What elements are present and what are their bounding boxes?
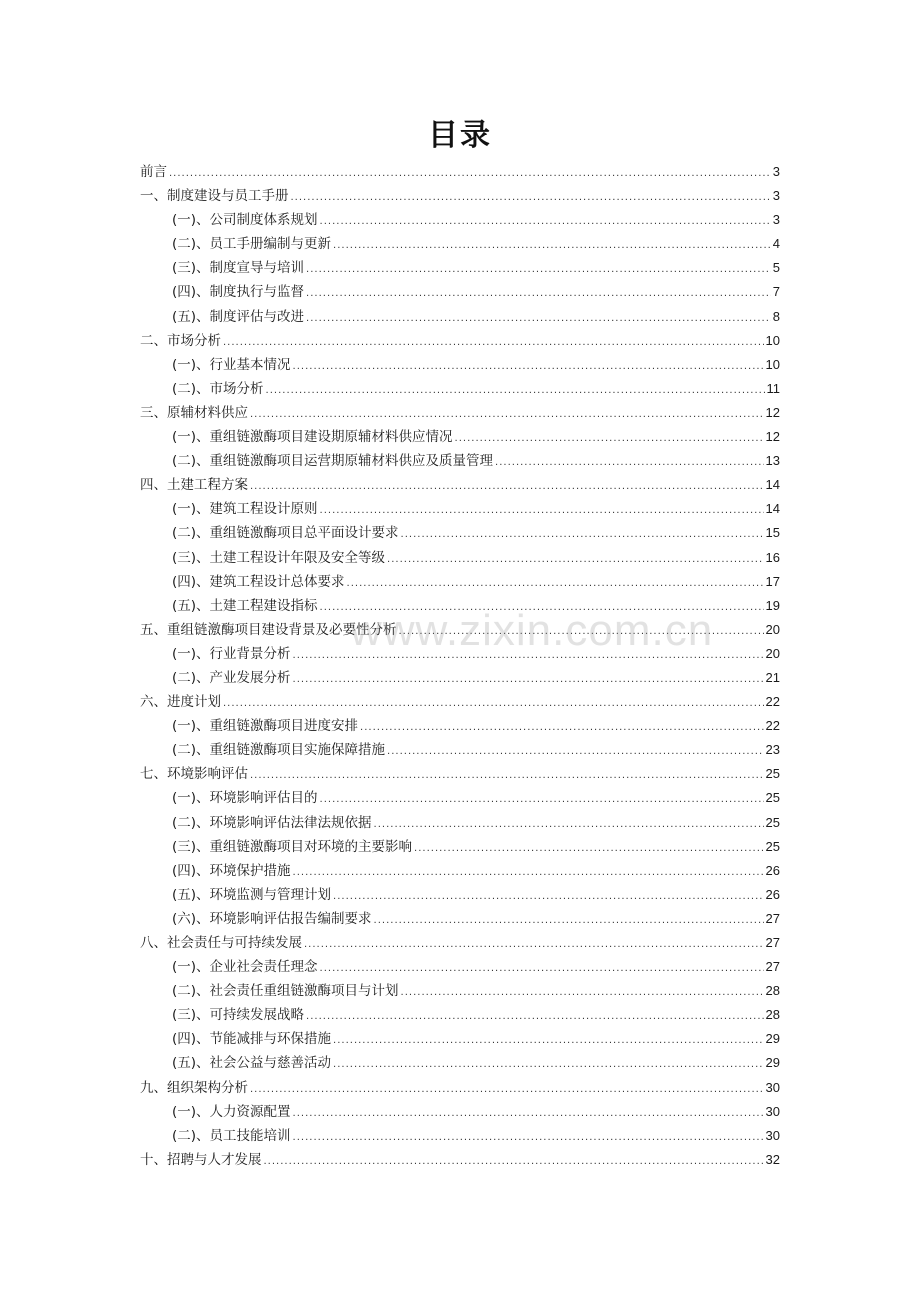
toc-entry-label: (二)、重组链激酶项目总平面设计要求	[172, 525, 399, 542]
toc-entry[interactable]	[140, 955, 780, 979]
toc-entry-label: (三)、土建工程设计年限及安全等级	[172, 549, 386, 566]
toc-entry[interactable]	[140, 232, 780, 256]
toc-entry-label: 二、市场分析	[140, 332, 221, 349]
toc-dot-leader	[360, 716, 763, 740]
toc-entry[interactable]	[140, 1051, 780, 1075]
toc-dot-leader	[320, 596, 764, 620]
toc-dot-leader	[414, 837, 763, 861]
toc-entry-page-number: 14	[765, 477, 780, 493]
toc-entry[interactable]	[140, 642, 780, 666]
toc-entry[interactable]	[140, 546, 780, 570]
toc-entry[interactable]	[140, 859, 780, 883]
toc-entry-label: (三)、重组链激酶项目对环境的主要影响	[172, 838, 413, 855]
toc-entry-label: (六)、环境影响评估报告编制要求	[172, 910, 372, 927]
toc-entry-page-number: 17	[765, 573, 780, 589]
toc-entry-label: (一)、建筑工程设计原则	[172, 501, 318, 518]
toc-entry-label: (四)、建筑工程设计总体要求	[172, 573, 345, 590]
toc-entry[interactable]	[140, 714, 780, 738]
toc-entry[interactable]	[140, 979, 780, 1003]
toc-entry[interactable]	[140, 786, 780, 810]
toc-dot-leader	[291, 186, 771, 210]
toc-entry-label: 八、社会责任与可持续发展	[140, 935, 302, 951]
toc-entry[interactable]	[140, 690, 780, 714]
toc-dot-leader	[266, 379, 765, 403]
toc-entry-label: 九、组织架构分析	[140, 1079, 248, 1096]
toc-entry-page-number: 11	[766, 380, 780, 396]
toc-entry[interactable]	[140, 425, 780, 449]
toc-entry-label: (五)、制度评估与改进	[172, 308, 305, 325]
toc-dot-leader	[306, 1005, 763, 1029]
toc-entry-label: (一)、人力资源配置	[172, 1103, 291, 1120]
toc-entry-page-number: 20	[765, 645, 780, 661]
toc-entry[interactable]	[140, 353, 780, 377]
toc-entry-page-number: 27	[765, 935, 780, 950]
toc-dot-leader	[293, 668, 764, 692]
toc-dot-leader	[333, 1029, 763, 1053]
toc-entry[interactable]	[140, 1100, 780, 1124]
toc-entry-page-number: 30	[765, 1127, 780, 1143]
toc-entry-label: (一)、重组链激酶项目进度安排	[172, 718, 359, 735]
toc-entry-label: 四、土建工程方案	[140, 477, 248, 494]
toc-entry-label: (三)、可持续发展战略	[172, 1007, 305, 1024]
toc-entry-page-number: 3	[772, 188, 780, 204]
toc-dot-leader	[306, 307, 771, 331]
toc-entry[interactable]	[140, 594, 780, 618]
toc-entry-label: (二)、社会责任重组链激酶项目与计划	[172, 983, 399, 1000]
toc-dot-leader	[347, 572, 764, 596]
toc-dot-leader	[169, 162, 771, 186]
toc-entry-page-number: 25	[765, 814, 780, 830]
toc-dot-leader	[320, 957, 764, 981]
toc-entry[interactable]	[140, 497, 780, 521]
toc-dot-leader	[293, 644, 764, 668]
toc-dot-leader	[264, 1150, 764, 1174]
toc-entry-label: (一)、环境影响评估目的	[172, 790, 318, 807]
toc-entry[interactable]	[140, 329, 780, 353]
toc-entry-page-number: 22	[765, 718, 780, 734]
toc-dot-leader	[306, 258, 771, 282]
toc-entry-label: 七、环境影响评估	[140, 766, 248, 783]
toc-dot-leader	[250, 403, 764, 427]
toc-dot-leader	[333, 234, 771, 258]
toc-entry-label: (二)、重组链激酶项目实施保障措施	[172, 742, 386, 759]
toc-entry[interactable]	[140, 762, 780, 786]
toc-entry-page-number: 16	[765, 549, 780, 565]
toc-entry[interactable]	[140, 1027, 780, 1051]
toc-dot-leader	[374, 909, 764, 933]
toc-dot-leader	[293, 1102, 764, 1126]
toc-entry-label: 一、制度建设与员工手册	[140, 188, 289, 205]
toc-entry[interactable]	[140, 184, 780, 208]
table-of-contents	[140, 160, 780, 1172]
toc-entry-page-number: 5	[772, 260, 780, 276]
toc-entry[interactable]	[140, 618, 780, 642]
toc-entry-label: 五、重组链激酶项目建设背景及必要性分析	[140, 621, 397, 638]
toc-entry[interactable]	[140, 1003, 780, 1027]
toc-dot-leader	[293, 355, 764, 379]
toc-entry[interactable]	[140, 1148, 780, 1172]
toc-entry[interactable]	[140, 521, 780, 545]
toc-entry-page-number: 8	[772, 308, 780, 324]
toc-entry-page-number: 7	[772, 284, 780, 300]
toc-entry[interactable]	[140, 931, 780, 955]
toc-entry-label: (二)、员工技能培训	[172, 1127, 291, 1144]
toc-entry-page-number: 29	[765, 1055, 780, 1071]
toc-entry-label: (二)、重组链激酶项目运营期原辅材料供应及质量管理	[172, 453, 494, 470]
toc-entry[interactable]	[140, 907, 780, 931]
toc-entry-label: (一)、公司制度体系规划	[172, 212, 318, 229]
toc-dot-leader	[306, 282, 771, 306]
toc-entry-page-number: 29	[765, 1031, 780, 1047]
toc-entry[interactable]	[140, 835, 780, 859]
toc-entry-page-number: 28	[765, 1007, 780, 1023]
toc-entry-page-number: 32	[765, 1151, 780, 1167]
toc-title: 目录	[428, 118, 492, 153]
toc-entry[interactable]	[140, 305, 780, 329]
toc-entry-page-number: 3	[772, 212, 780, 228]
toc-entry[interactable]	[140, 377, 780, 401]
toc-dot-leader	[320, 788, 764, 812]
toc-entry-page-number: 14	[765, 501, 780, 517]
toc-entry-label: 前言	[140, 164, 167, 180]
toc-dot-leader	[223, 692, 764, 716]
toc-entry[interactable]	[140, 666, 780, 690]
toc-entry[interactable]	[140, 401, 780, 425]
toc-entry-page-number: 13	[765, 453, 780, 469]
toc-entry-page-number: 21	[765, 669, 780, 685]
toc-entry-label: (五)、社会公益与慈善活动	[172, 1055, 332, 1072]
toc-dot-leader	[250, 475, 764, 499]
toc-entry-label: (五)、土建工程建设指标	[172, 597, 318, 614]
toc-entry-label: (一)、行业背景分析	[172, 645, 291, 662]
toc-dot-leader	[374, 813, 764, 837]
toc-dot-leader	[401, 981, 764, 1005]
toc-entry[interactable]	[140, 256, 780, 280]
toc-entry[interactable]	[140, 570, 780, 594]
toc-entry-page-number: 12	[765, 404, 780, 420]
toc-entry-label: 三、原辅材料供应	[140, 404, 248, 421]
toc-entry[interactable]	[140, 811, 780, 835]
toc-entry-page-number: 26	[765, 862, 780, 878]
toc-dot-leader	[399, 620, 764, 644]
toc-entry-label: (一)、企业社会责任理念	[172, 959, 318, 976]
toc-entry-label: (三)、制度宣导与培训	[172, 260, 305, 277]
toc-entry[interactable]	[140, 738, 780, 762]
toc-dot-leader	[455, 427, 764, 451]
toc-dot-leader	[250, 764, 764, 788]
toc-entry-page-number: 12	[765, 429, 780, 445]
toc-entry-page-number: 25	[765, 766, 780, 782]
toc-dot-leader	[320, 499, 764, 523]
toc-entry-page-number: 10	[765, 356, 780, 372]
toc-entry-label: (二)、环境影响评估法律法规依据	[172, 814, 372, 831]
toc-entry-label: (二)、员工手册编制与更新	[172, 236, 332, 253]
toc-entry-page-number: 27	[765, 910, 780, 926]
toc-dot-leader	[387, 740, 763, 764]
toc-dot-leader	[401, 523, 764, 547]
toc-entry-label: (二)、市场分析	[172, 380, 264, 397]
toc-dot-leader	[333, 885, 763, 909]
toc-entry[interactable]	[140, 280, 780, 304]
toc-entry-label: 十、招聘与人才发展	[140, 1151, 262, 1168]
toc-entry[interactable]	[140, 473, 780, 497]
toc-entry-label: (五)、环境监测与管理计划	[172, 886, 332, 903]
toc-entry-page-number: 23	[765, 742, 780, 758]
toc-entry-label: (二)、产业发展分析	[172, 669, 291, 686]
toc-dot-leader	[495, 451, 763, 475]
toc-entry-page-number: 20	[765, 621, 780, 637]
watermark-text: www.zixin.com.cn	[350, 606, 714, 655]
toc-entry-label: (一)、行业基本情况	[172, 356, 291, 373]
toc-entry[interactable]	[140, 160, 780, 184]
toc-entry[interactable]	[140, 1124, 780, 1148]
toc-entry[interactable]	[140, 449, 780, 473]
toc-entry-page-number: 3	[772, 164, 780, 179]
toc-dot-leader	[320, 210, 771, 234]
toc-entry-page-number: 10	[765, 332, 780, 348]
toc-entry-label: 六、进度计划	[140, 694, 221, 711]
toc-dot-leader	[293, 861, 764, 885]
toc-entry-label: (四)、环境保护措施	[172, 862, 291, 879]
toc-entry-page-number: 30	[765, 1079, 780, 1095]
toc-dot-leader	[250, 1078, 764, 1102]
toc-entry-page-number: 25	[765, 838, 780, 854]
toc-entry[interactable]	[140, 883, 780, 907]
toc-entry-page-number: 15	[765, 525, 780, 541]
toc-entry-page-number: 22	[765, 694, 780, 710]
toc-dot-leader	[333, 1053, 763, 1077]
toc-dot-leader	[304, 933, 764, 957]
toc-dot-leader	[223, 331, 764, 355]
toc-dot-leader	[387, 548, 763, 572]
toc-entry-page-number: 4	[772, 236, 780, 252]
toc-entry-page-number: 25	[765, 790, 780, 806]
toc-entry-label: (一)、重组链激酶项目建设期原辅材料供应情况	[172, 429, 453, 446]
toc-entry-page-number: 28	[765, 983, 780, 999]
toc-entry[interactable]	[140, 1076, 780, 1100]
toc-dot-leader	[293, 1126, 764, 1150]
toc-entry-label: (四)、制度执行与监督	[172, 284, 305, 301]
toc-entry-label: (四)、节能减排与环保措施	[172, 1031, 332, 1048]
toc-entry-page-number: 19	[765, 597, 780, 613]
toc-entry-page-number: 27	[765, 959, 780, 975]
toc-entry[interactable]	[140, 208, 780, 232]
toc-entry-page-number: 26	[765, 886, 780, 902]
toc-entry-page-number: 30	[765, 1103, 780, 1119]
